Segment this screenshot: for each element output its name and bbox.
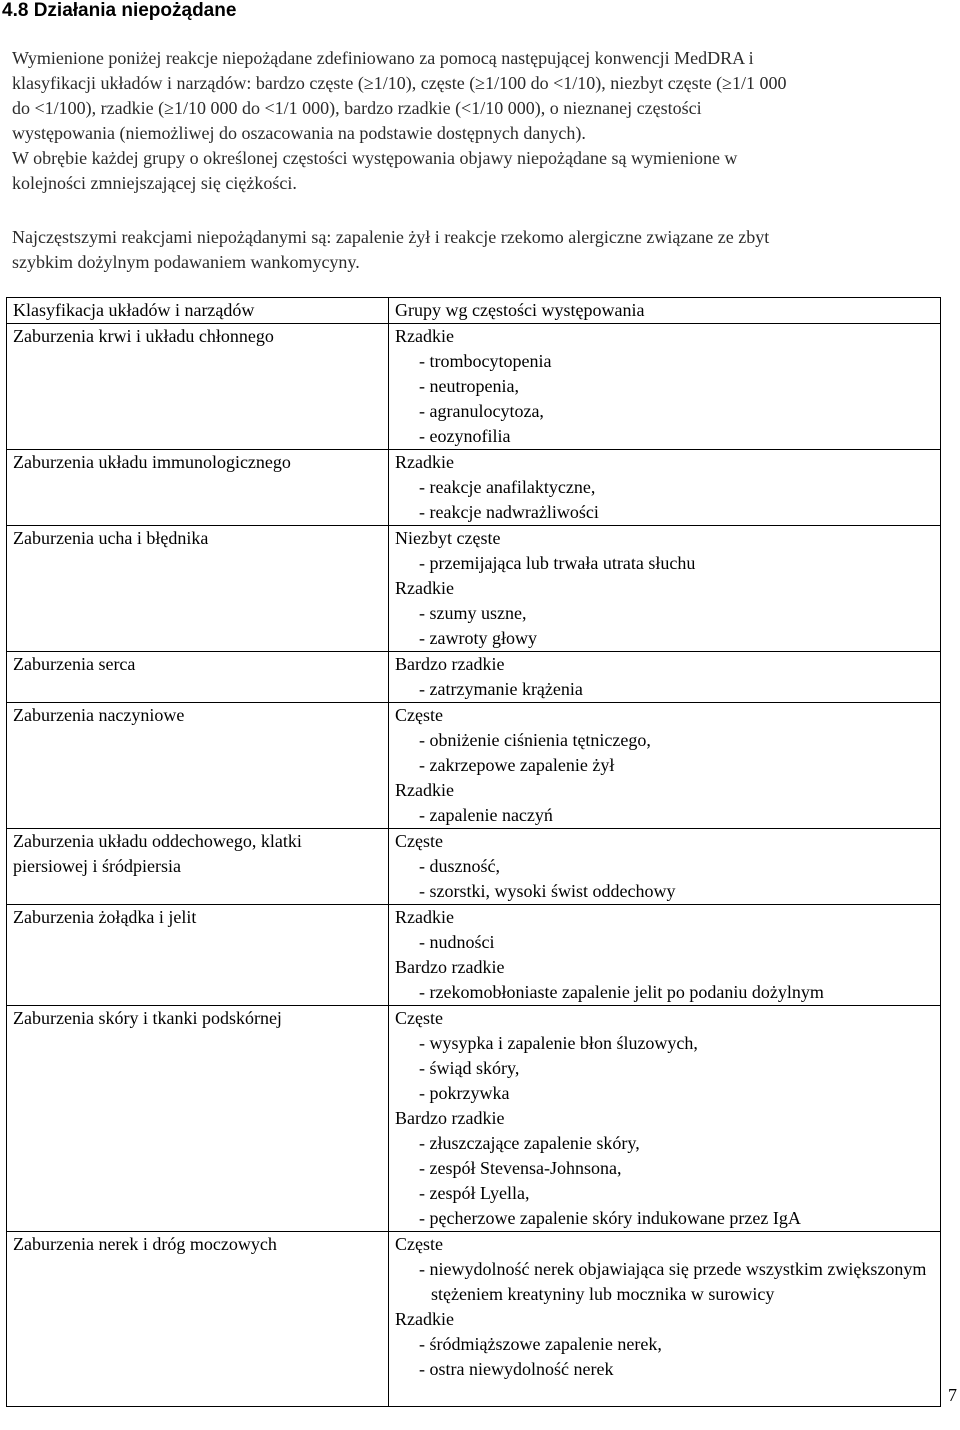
table-row: [7, 1006, 941, 1232]
table-row: [7, 829, 941, 905]
adverse-reaction-item: - wysypka i zapalenie błon śluzowych,: [419, 1033, 698, 1053]
adverse-reaction-item: - zespół Stevensa-Johnsona,: [419, 1158, 622, 1178]
section-title: 4.8 Działania niepożądane: [2, 0, 237, 21]
frequency-label: Niezbyt częste: [395, 528, 501, 548]
adverse-reaction-item: - eozynofilia: [419, 426, 511, 446]
adverse-reaction-item: - zatrzymanie krążenia: [419, 679, 583, 699]
intro-paragraph: [12, 46, 952, 146]
text-line: klasyfikacji układów i narządów: bardzo częste (≥1/10), częste (≥1/100 do <1/10), niezbyt częste (≥1/1 000: [12, 73, 787, 93]
adverse-reaction-item: - duszność,: [419, 856, 500, 876]
adverse-reaction-item: - ostra niewydolność nerek: [419, 1359, 614, 1379]
soc-cell: [7, 703, 389, 829]
frequency-label: Częste: [395, 831, 443, 851]
soc-cell: [7, 1006, 389, 1232]
frequency-cell: [389, 1232, 941, 1407]
soc-label: Zaburzenia skóry i tkanki podskórnej: [13, 1008, 282, 1028]
adverse-reaction-item: - złuszczające zapalenie skóry,: [419, 1133, 640, 1153]
adverse-reaction-item: - zakrzepowe zapalenie żył: [419, 755, 615, 775]
soc-cell: [7, 905, 389, 1006]
table-row: [7, 526, 941, 652]
table-row: [7, 652, 941, 703]
soc-cell: [7, 829, 389, 905]
soc-label: Zaburzenia krwi i układu chłonnego: [13, 326, 274, 346]
frequency-cell: [389, 829, 941, 905]
adverse-reaction-item: - szorstki, wysoki świst oddechowy: [419, 881, 676, 901]
frequency-label: Bardzo rzadkie: [395, 1108, 505, 1128]
frequency-cell: [389, 450, 941, 526]
table-row: [7, 324, 941, 450]
frequency-label: Częste: [395, 1234, 443, 1254]
frequency-label: Rzadkie: [395, 1309, 454, 1329]
adverse-reaction-item: - zespół Lyella,: [419, 1183, 530, 1203]
adverse-reaction-item: - świąd skóry,: [419, 1058, 520, 1078]
adverse-reaction-item: - nudności: [419, 932, 495, 952]
soc-label: Zaburzenia układu immunologicznego: [13, 452, 291, 472]
frequency-cell: [389, 703, 941, 829]
adverse-reaction-item: - obniżenie ciśnienia tętniczego,: [419, 730, 651, 750]
frequency-label: Rzadkie: [395, 907, 454, 927]
frequency-label: Bardzo rzadkie: [395, 957, 505, 977]
soc-label: Zaburzenia naczyniowe: [13, 705, 185, 725]
adverse-reaction-item: - rzekomobłoniaste zapalenie jelit po podaniu dożylnym: [419, 982, 824, 1002]
soc-label: Zaburzenia żołądka i jelit: [13, 907, 197, 927]
frequency-cell: [389, 1006, 941, 1232]
adverse-reaction-item: - niewydolność nerek objawiająca się przede wszystkim zwiększonym stężeniem kreatyniny lub mocznika w surowicy: [419, 1259, 927, 1304]
text-line: szybkim dożylnym podawaniem wankomycyny.: [12, 252, 360, 272]
frequency-label: Rzadkie: [395, 578, 454, 598]
header-frequency: Grupy wg częstości występowania: [389, 298, 941, 324]
frequency-cell: [389, 324, 941, 450]
table-row: [7, 450, 941, 526]
adverse-reaction-item: - trombocytopenia: [419, 351, 552, 371]
adverse-reaction-item: - szumy uszne,: [419, 603, 527, 623]
soc-cell: [7, 324, 389, 450]
adverse-reactions-table: [6, 297, 941, 1407]
adverse-reaction-item: - agranulocytoza,: [419, 401, 544, 421]
ordering-paragraph: [12, 146, 952, 196]
text-line: do <1/100), rzadkie (≥1/10 000 do <1/1 000), bardzo rzadkie (<1/10 000), o nieznanej częstości: [12, 98, 702, 118]
soc-cell: [7, 652, 389, 703]
text-line: kolejności zmniejszającej się ciężkości.: [12, 173, 297, 193]
text-line: W obrębie każdej grupy o określonej częstości występowania objawy niepożądane są wymienione w: [12, 148, 738, 168]
table-row: [7, 1232, 941, 1407]
text-line: Najczęstszymi reakcjami niepożądanymi są: zapalenie żył i reakcje rzekomo alergiczne związane ze zbyt: [12, 227, 770, 247]
text-line: występowania (niemożliwej do oszacowania na podstawie dostępnych danych).: [12, 123, 586, 143]
adverse-reaction-item: - przemijająca lub trwała utrata słuchu: [419, 553, 696, 573]
table-row: [7, 703, 941, 829]
frequency-label: Częste: [395, 1008, 443, 1028]
adverse-reaction-item: - reakcje anafilaktyczne,: [419, 477, 596, 497]
adverse-reaction-item: - pokrzywka: [419, 1083, 510, 1103]
frequency-label: Rzadkie: [395, 780, 454, 800]
adverse-reaction-item: - zawroty głowy: [419, 628, 537, 648]
frequency-label: Rzadkie: [395, 326, 454, 346]
soc-label: Zaburzenia serca: [13, 654, 136, 674]
frequent-reactions-paragraph: [12, 225, 952, 275]
frequency-cell: [389, 652, 941, 703]
text-line: Wymienione poniżej reakcje niepożądane zdefiniowano za pomocą następującej konwencji MedDRA i: [12, 48, 754, 68]
frequency-cell: [389, 526, 941, 652]
frequency-cell: [389, 905, 941, 1006]
frequency-label: Rzadkie: [395, 452, 454, 472]
frequency-label: Bardzo rzadkie: [395, 654, 505, 674]
adverse-reaction-item: - śródmiąższowe zapalenie nerek,: [419, 1334, 662, 1354]
soc-label: Zaburzenia ucha i błędnika: [13, 528, 209, 548]
soc-cell: [7, 450, 389, 526]
soc-cell: [7, 526, 389, 652]
table-row: [7, 905, 941, 1006]
table-body: [7, 324, 941, 1407]
adverse-reaction-item: - reakcje nadwrażliwości: [419, 502, 599, 522]
adverse-reaction-item: - pęcherzowe zapalenie skóry indukowane przez IgA: [419, 1208, 801, 1228]
soc-label: Zaburzenia układu oddechowego, klatki piersiowej i śródpiersia: [13, 831, 302, 876]
table-header-row: [7, 298, 941, 324]
page-number: 7: [948, 1385, 957, 1405]
adverse-reaction-item: - neutropenia,: [419, 376, 519, 396]
header-soc: Klasyfikacja układów i narządów: [7, 298, 389, 324]
adverse-reaction-item: - zapalenie naczyń: [419, 805, 553, 825]
frequency-label: Częste: [395, 705, 443, 725]
soc-label: Zaburzenia nerek i dróg moczowych: [13, 1234, 277, 1254]
soc-cell: [7, 1232, 389, 1407]
